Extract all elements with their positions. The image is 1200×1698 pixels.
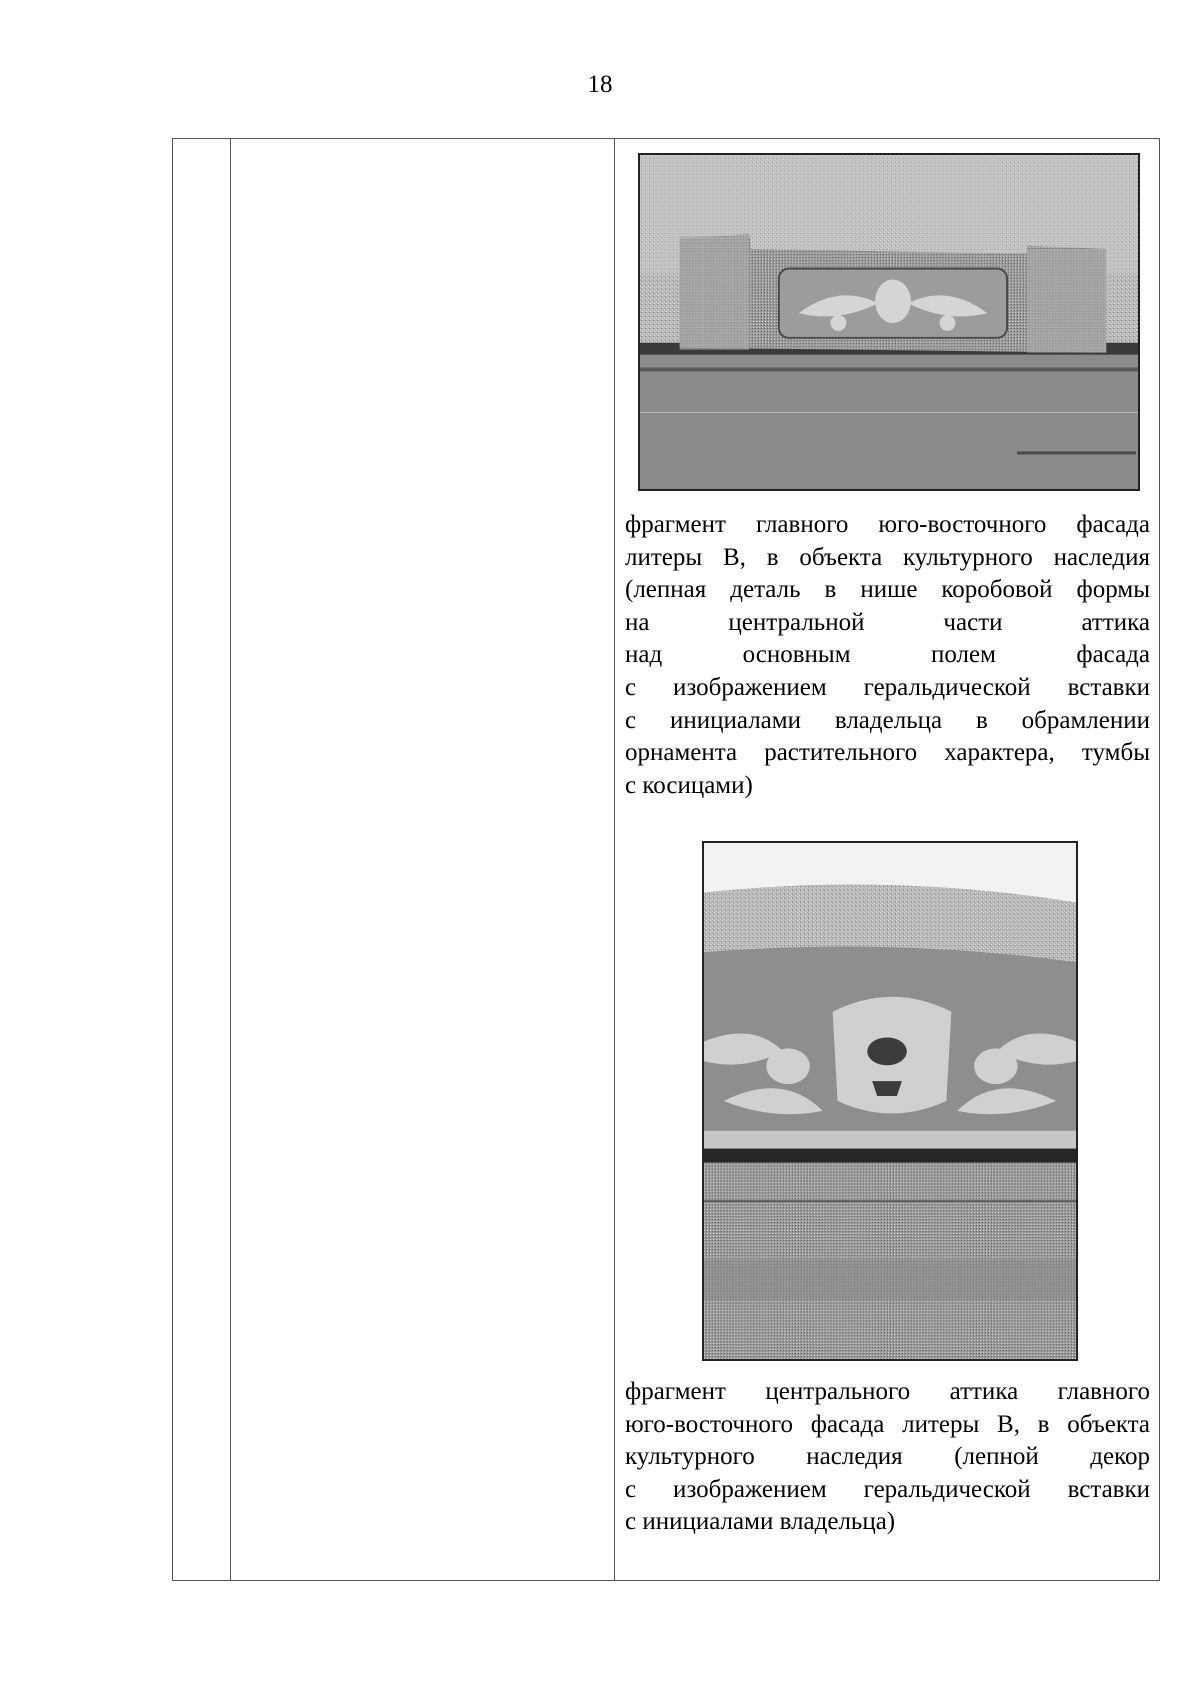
heraldic-insert-photo [702, 841, 1078, 1361]
attic-niche-photo [638, 153, 1140, 491]
caption-line: с инициалами владельца) [625, 1508, 896, 1536]
caption-line: фрагмент центрального аттика главного [625, 1378, 1150, 1405]
document-table [172, 138, 1160, 1581]
caption-line: над основным полем фасада [625, 641, 1150, 669]
heraldic-insert-photo-icon [704, 843, 1076, 1359]
caption-line: (лепная деталь в нише коробовой формы [625, 576, 1150, 604]
attic-niche-photo-icon [640, 155, 1138, 489]
caption-line: фрагмент главного юго-восточного фасада [625, 511, 1150, 538]
column-divider [230, 139, 231, 1580]
caption-line: юго-восточного фасада литеры В, в объекта [625, 1410, 1150, 1438]
caption-2 [625, 1376, 1150, 1539]
caption-1 [625, 509, 1150, 802]
column-divider [614, 139, 615, 1580]
caption-line: с изображением геральдической вставки [625, 673, 1150, 701]
caption-line: орнамента растительного характера, тумбы [625, 739, 1150, 767]
caption-line: с изображением геральдической вставки [625, 1475, 1150, 1503]
page-number: 18 [587, 71, 613, 98]
caption-line: с косицами) [625, 771, 753, 799]
caption-line: культурного наследия (лепной декор [625, 1443, 1150, 1471]
caption-line: на центральной части аттика [625, 608, 1150, 636]
caption-line: с инициалами владельца в обрамлении [625, 706, 1150, 734]
caption-line: литеры В, в объекта культурного наследия [625, 543, 1150, 571]
